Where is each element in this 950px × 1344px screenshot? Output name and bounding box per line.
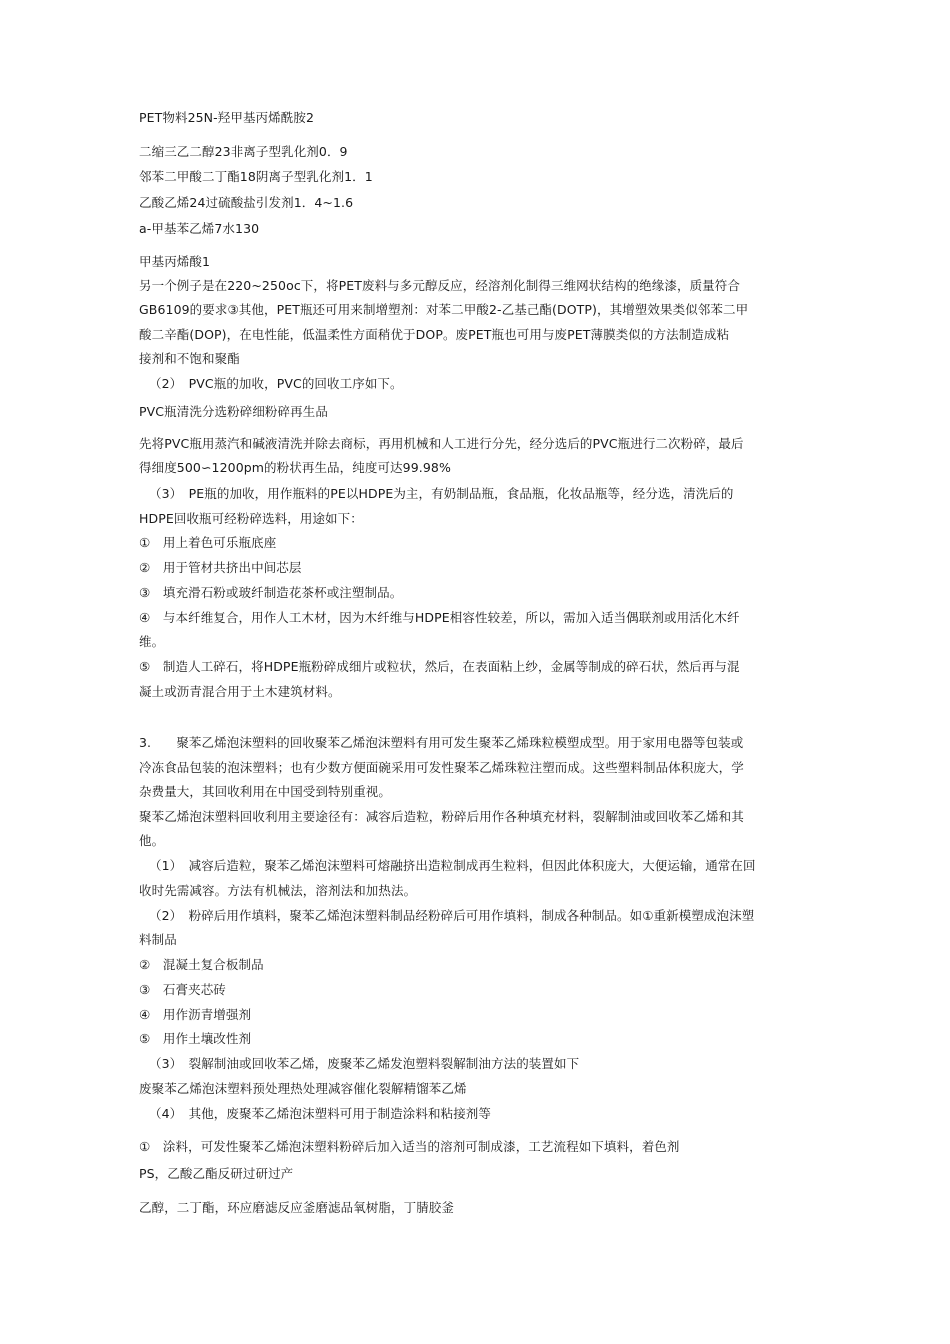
text-line: 先将PVC瓶用蒸汽和碱液清洗并除去商标，再用机械和人工进行分先，经分选后的PVC瓶进行二次粉碎，最后	[139, 436, 744, 451]
text-line: 接剂和不饱和聚酯	[139, 351, 240, 366]
text-line: （1） 减容后造粒，聚苯乙烯泡沫塑料可熔融挤出造粒制成再生粒料，但因此体积庞大，大便运输，通常在回	[149, 858, 756, 873]
text-line: ① 涂料，可发性聚苯乙烯泡沫塑料粉碎后加入适当的溶剂可制成漆，工艺流程如下填料，着色剂	[139, 1139, 680, 1154]
text-line: 邻苯二甲酸二丁酯18阴离子型乳化剂1．1	[139, 169, 373, 184]
text-line: （2） PVC瓶的加收，PVC的回收工序如下。	[149, 376, 403, 391]
text-line: PVC瓶清洗分选粉碎细粉碎再生品	[139, 404, 328, 419]
text-line: 收时先需减容。方法有机械法，溶剂法和加热法。	[139, 883, 417, 898]
text-line: （3） PE瓶的加收，用作瓶料的PE以HDPE为主，有奶制品瓶，食品瓶，化妆品瓶等，经分选，清洗后的	[149, 486, 734, 501]
text-line: 酸二辛酯(DOP)，在电性能，低温柔性方面稍优于DOP。废PET瓶也可用与废PET薄膜类似的方法制造成粘	[139, 327, 730, 342]
text-line: 他。	[139, 833, 165, 848]
text-line: 乙酸乙烯24过硫酸盐引发剂1．4~1.6	[139, 195, 354, 210]
text-line: 凝土或沥青混合用于土木建筑材料。	[139, 684, 341, 699]
text-line: 甲基丙烯酸1	[139, 254, 211, 269]
text-line: 二缩三乙二醇23非离子型乳化剂0．9	[139, 144, 348, 159]
text-line: 乙醇，二丁酯，环应磨滤反应釜磨滤品氧树脂，丁腈胶釜	[139, 1200, 455, 1215]
text-line: 聚苯乙烯泡沫塑料回收利用主要途径有：减容后造粒，粉碎后用作各种填充材料，裂解制油或回收苯乙烯和其	[139, 809, 744, 824]
text-line: 维。	[139, 634, 165, 649]
text-line: （2） 粉碎后用作填料，聚苯乙烯泡沫塑料制品经粉碎后可用作填料，制成各种制品。如①重新模塑成泡沫塑	[149, 908, 755, 923]
text-line: ⑤ 制造人工碎石，将HDPE瓶粉碎成细片或粒状，然后，在表面粘上纱，金属等制成的碎石状，然后再与混	[139, 659, 740, 674]
text-line: ③ 填充滑石粉或玻纤制造花茶杯或注塑制品。	[139, 585, 403, 600]
text-line: ③ 石膏夹芯砖	[139, 982, 226, 997]
text-line: （4） 其他，废聚苯乙烯泡沫塑料可用于制造涂料和粘接剂等	[149, 1106, 492, 1121]
text-line: 废聚苯乙烯泡沫塑料预处理热处理减容催化裂解精馏苯乙烯	[139, 1081, 467, 1096]
text-line: ④ 用作沥青增强剂	[139, 1007, 252, 1022]
text-line: PS，乙酸乙酯反研过研过产	[139, 1166, 294, 1181]
text-line: ⑤ 用作土壤改性剂	[139, 1031, 252, 1046]
text-line: ② 混凝土复合板制品	[139, 957, 264, 972]
text-line: a-甲基苯乙烯7水130	[139, 221, 260, 236]
text-line: ④ 与本纤维复合，用作人工木材，因为木纤维与HDPE相容性较差，所以，需加入适当偶联剂或用活化木纤	[139, 610, 740, 625]
text-line: 冷冻食品包装的泡沫塑料；也有少数方便面碗采用可发性聚苯乙烯珠粒注塑而成。这些塑料制品体积庞大，学	[139, 760, 744, 775]
text-line: 3. 聚苯乙烯泡沫塑料的回收聚苯乙烯泡沫塑料有用可发生聚苯乙烯珠粒模塑成型。用于家用电器等包装或	[139, 735, 744, 750]
text-line: （3） 裂解制油或回收苯乙烯，废聚苯乙烯发泡塑料裂解制油方法的装置如下	[149, 1056, 580, 1071]
text-line: 杂费量大，其回收利用在中国受到特别重视。	[139, 784, 392, 799]
text-line: HDPE回收瓶可经粉碎选料，用途如下：	[139, 511, 363, 526]
text-line: 得细度500∽1200pm的粉状再生品，纯度可达99.98%	[139, 460, 451, 475]
text-line: 料制品	[139, 932, 177, 947]
text-line: GB6109的要求③其他，PET瓶还可用来制增塑剂：对苯二甲酸2-乙基己酯(DOTP)，其增塑效果类似邻苯二甲	[139, 302, 749, 317]
text-line: ② 用于管材共挤出中间芯层	[139, 560, 302, 575]
text-line: ① 用上着色可乐瓶底座	[139, 535, 277, 550]
text-line: PET物料25N-羟甲基丙烯酰胺2	[139, 110, 314, 125]
text-line: 另一个例子是在220~250oc下，将PET废料与多元醇反应，经溶剂化制得三维网状结构的绝缘漆，质量符合	[139, 278, 740, 293]
